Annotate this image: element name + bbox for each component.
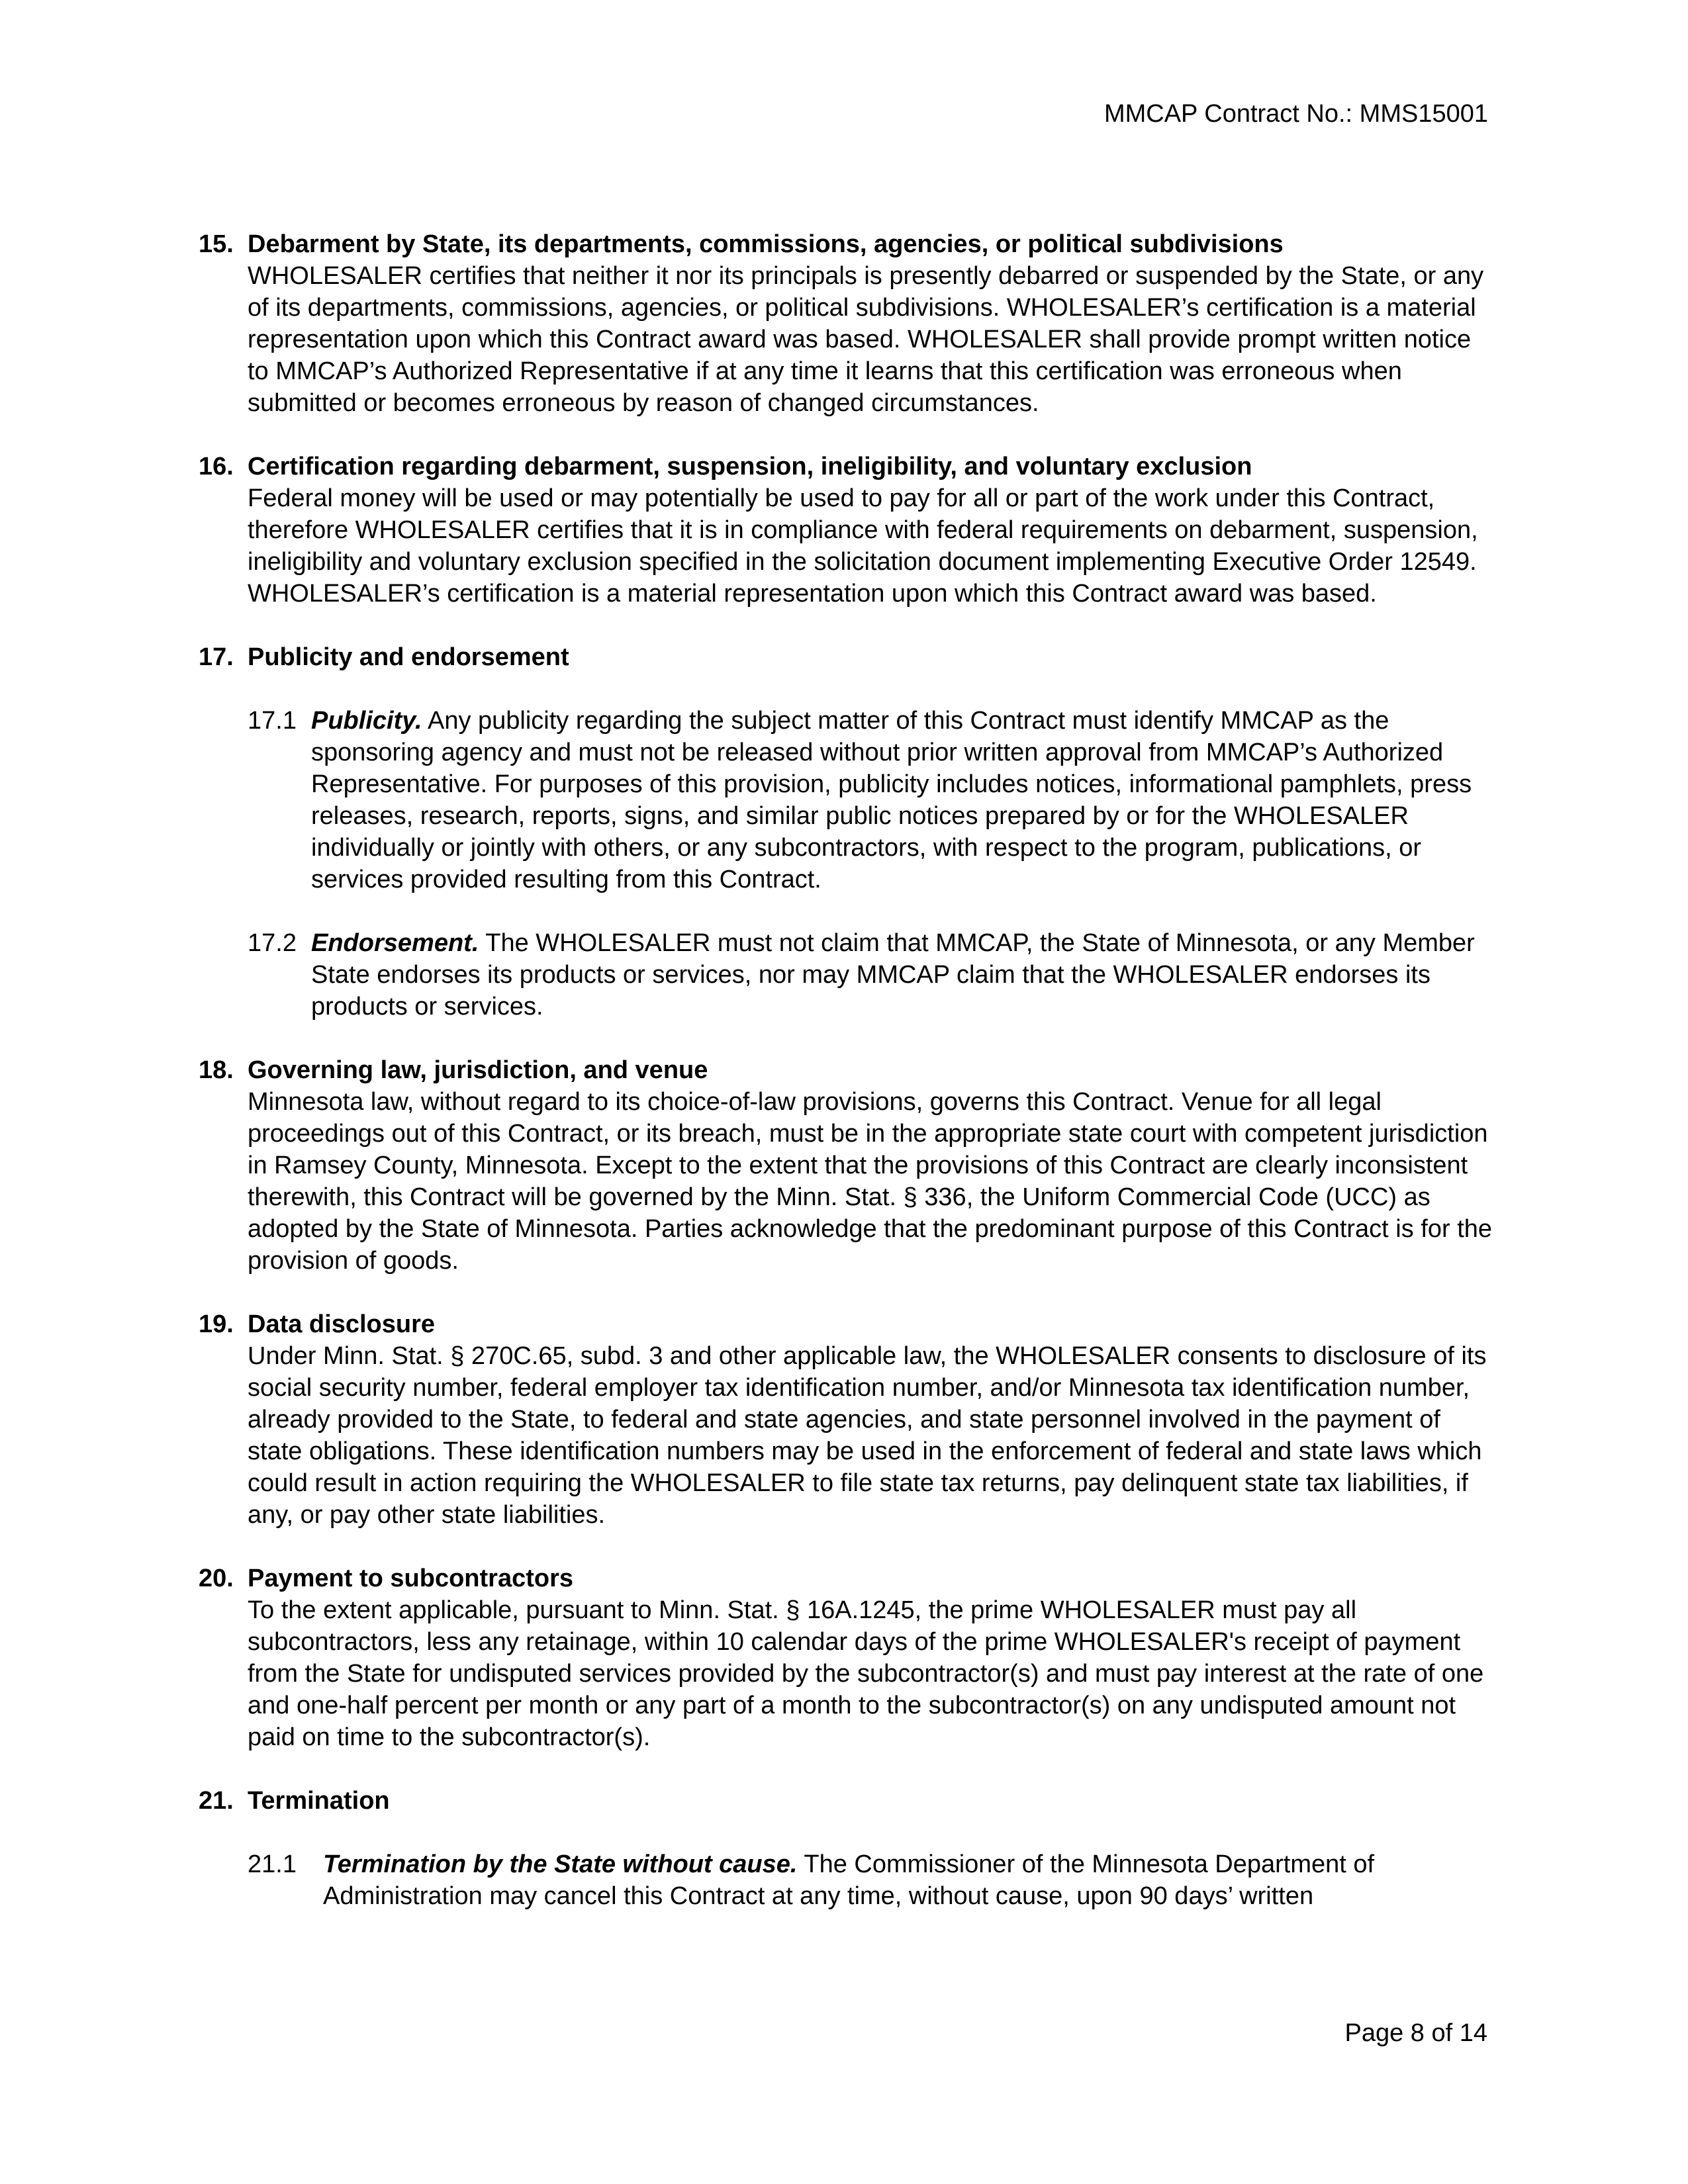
subsection-17-1 <box>248 705 1496 895</box>
subsection-number: 17.1 <box>248 707 297 735</box>
section-title: Data disclosure <box>248 1310 435 1338</box>
subsection-title: Endorsement. <box>311 929 479 957</box>
subsection-text: The Commissioner of the Minnesota Department of Administration may cancel this Contract at any time, without cause, upon 90 days’ written <box>323 1850 1375 1910</box>
section-title: Certification regarding debarment, suspension, ineligibility, and voluntary exclusion <box>248 453 1252 480</box>
section-17 <box>199 641 1496 1023</box>
subsection-21-1 <box>248 1848 1496 1912</box>
section-19 <box>199 1308 1496 1531</box>
subsection-number: 21.1 <box>248 1850 297 1878</box>
section-16 <box>199 451 1496 610</box>
section-title: Debarment by State, its departments, commissions, agencies, or political subdivisions <box>248 230 1284 258</box>
subsection-17-2 <box>248 927 1496 1023</box>
subsection-number: 17.2 <box>248 929 297 957</box>
section-title: Termination <box>248 1787 390 1815</box>
section-15 <box>199 228 1496 419</box>
section-body: Under Minn. Stat. § 270C.65, subd. 3 and other applicable law, the WHOLESALER consents to disclosure of its social security number, federal employer tax identification number, and/or Minnesota tax identification number, already provided to the State, to federal and state agencies, and state personnel involved in the payment of state obligations. These identification numbers may be used in the enforcement of federal and state laws which could result in action requiring the WHOLESALER to file state tax returns, pay delinquent state tax liabilities, if any, or pay other state liabilities. <box>248 1342 1487 1529</box>
section-number: 20. <box>199 1565 234 1592</box>
section-number: 16. <box>199 453 234 480</box>
section-20 <box>199 1563 1496 1753</box>
subsection-text: Any publicity regarding the subject matter of this Contract must identify MMCAP as the sponsoring agency and must not be released without prior written approval from MMCAP’s Authorized Representative. For purposes of this provision, publicity includes notices, informational pamphlets, press releases, research, reports, signs, and similar public notices prepared by or for the WHOLESALER individually or jointly with others, or any subcontractors, with respect to the program, publications, or services provided resulting from this Contract. <box>311 707 1472 893</box>
section-number: 21. <box>199 1787 234 1815</box>
section-body: WHOLESALER certifies that neither it nor its principals is presently debarred or suspended by the State, or any of its departments, commissions, agencies, or political subdivisions. WHOLESALER’s certification is a material representation upon which this Contract award was based. WHOLESALER shall provide prompt written notice to MMCAP’s Authorized Representative if at any time it learns that this certification was erroneous when submitted or becomes erroneous by reason of changed circumstances. <box>248 262 1484 417</box>
document-body <box>199 228 1496 1912</box>
section-body: To the extent applicable, pursuant to Minn. Stat. § 16A.1245, the prime WHOLESALER must pay all subcontractors, less any retainage, within 10 calendar days of the prime WHOLESALER's receipt of payment from the State for undisputed services provided by the subcontractor(s) and must pay interest at the rate of one and one-half percent per month or any part of a month to the subcontractor(s) on any undisputed amount not paid on time to the subcontractor(s). <box>248 1596 1484 1751</box>
section-number: 19. <box>199 1310 234 1338</box>
subsection-body <box>311 705 1496 895</box>
section-body: Federal money will be used or may potentially be used to pay for all or part of the work under this Contract, therefore WHOLESALER certifies that it is in compliance with federal requirements on debarment, suspension, ineligibility and voluntary exclusion specified in the solicitation document implementing Executive Order 12549. WHOLESALER’s certification is a material representation upon which this Contract award was based. <box>248 484 1478 608</box>
subsection-title: Publicity. <box>311 707 422 735</box>
section-body: Minnesota law, without regard to its choice-of-law provisions, governs this Contract. Venue for all legal proceedings out of this Contract, or its breach, must be in the appropriate state court with competent jurisdiction in Ramsey County, Minnesota. Except to the extent that the provisions of this Contract are clearly inconsistent therewith, this Contract will be governed by the Minn. Stat. § 336, the Uniform Commercial Code (UCC) as adopted by the State of Minnesota. Parties acknowledge that the predominant purpose of this Contract is for the provision of goods. <box>248 1088 1493 1275</box>
subsection-title: Termination by the State without cause. <box>323 1850 798 1878</box>
section-title: Publicity and endorsement <box>248 643 569 671</box>
section-number: 18. <box>199 1056 234 1084</box>
section-21 <box>199 1785 1496 1912</box>
subsection-body <box>323 1848 1496 1912</box>
section-number: 15. <box>199 230 234 258</box>
subsection-body <box>311 927 1496 1023</box>
page-header-contract-number: MMCAP Contract No.: MMS15001 <box>1103 100 1488 128</box>
section-18 <box>199 1054 1496 1277</box>
section-title: Payment to subcontractors <box>248 1565 573 1592</box>
section-number: 17. <box>199 643 234 671</box>
section-title: Governing law, jurisdiction, and venue <box>248 1056 708 1084</box>
subsection-text: The WHOLESALER must not claim that MMCAP, the State of Minnesota, or any Member State endorses its products or services, nor may MMCAP claim that the WHOLESALER endorses its products or services. <box>311 929 1475 1021</box>
page-footer-page-number: Page 8 of 14 <box>1344 2019 1487 2047</box>
